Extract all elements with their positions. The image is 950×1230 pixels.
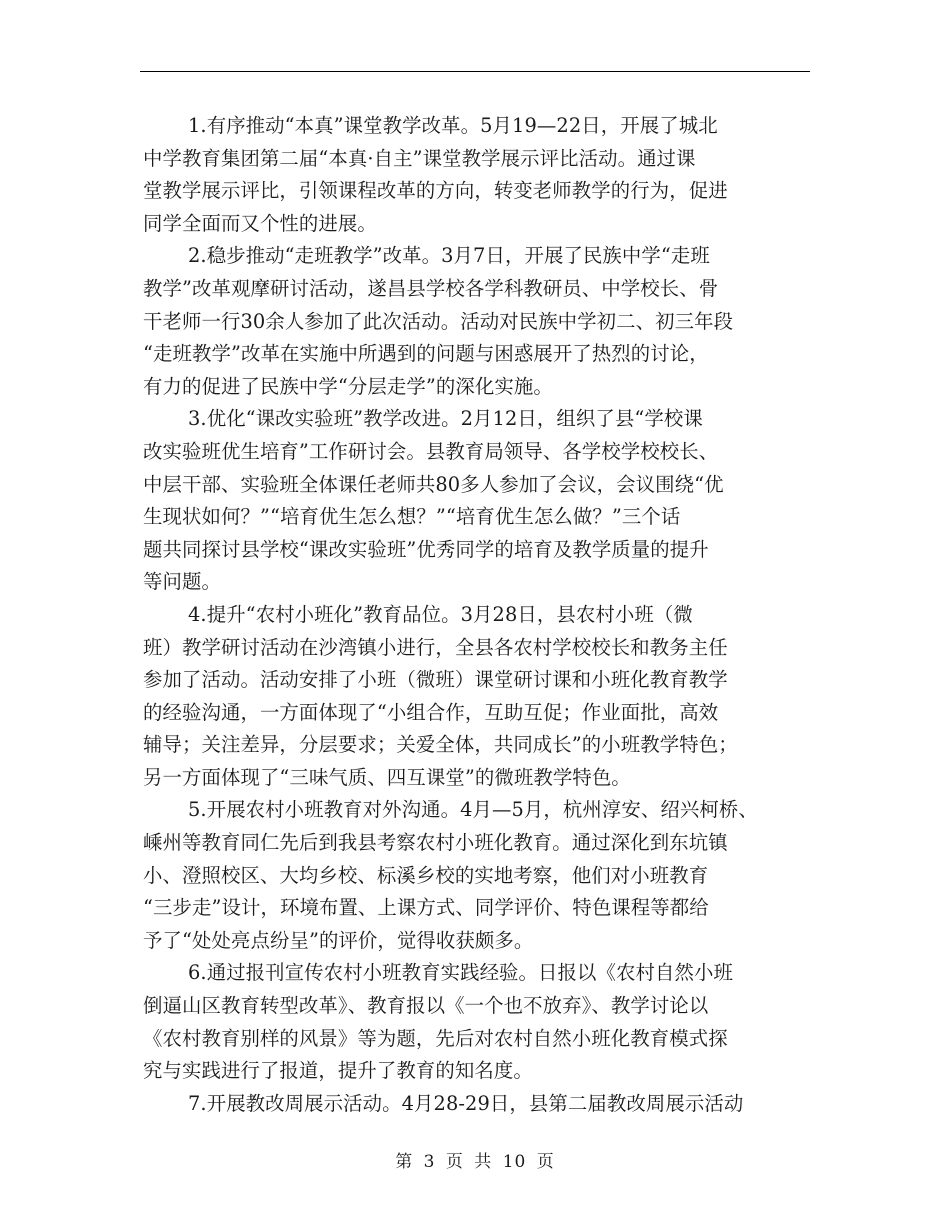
text-line: 嵊州等教育同仁先后到我县考察农村小班化教育。通过深化到东坑镇 <box>143 831 728 855</box>
paragraph <box>143 957 811 1087</box>
text-line: 4.提升“农村小班化”教育品位。3月28日，县农村小班（微 <box>188 602 693 626</box>
text-line: 《农村教育别样的风景》等为题，先后对农村自然小班化教育模式探 <box>143 1026 728 1050</box>
text-line: 参加了活动。活动安排了小班（微班）课堂研讨课和小班化教育教学 <box>143 668 728 692</box>
paragraph <box>143 1088 811 1121</box>
text-line: 等问题。 <box>143 570 221 594</box>
text-line: 题共同探讨县学校“课改实验班”优秀同学的培育及教学质量的提升 <box>143 537 709 561</box>
text-line: 的经验沟通，一方面体现了“小组合作，互助互促；作业面批，高效 <box>143 700 719 724</box>
text-line: 5.开展农村小班教育对外沟通。4月—5月，杭州淳安、绍兴柯桥、 <box>188 798 758 822</box>
text-line: 6.通过报刊宣传农村小班教育实践经验。日报以《农村自然小班 <box>188 961 733 985</box>
text-line: 中学教育集团第二届“本真·自主”课堂教学展示评比活动。通过课 <box>143 146 696 170</box>
paragraph <box>143 403 811 599</box>
text-line: 班）教学研讨活动在沙湾镇小进行，全县各农村学校校长和教务主任 <box>143 635 728 659</box>
text-line: 辅导；关注差异，分层要求；关爱全体，共同成长”的小班教学特色； <box>143 733 738 757</box>
text-line: 改实验班优生培育”工作研讨会。县教育局领导、各学校学校校长、 <box>143 439 719 463</box>
text-line: “三步走”设计，环境布置、上课方式、同学评价、特色课程等都给 <box>143 896 709 920</box>
text-line: 中层干部、实验班全体课任老师共80多人参加了会议，会议围绕“优 <box>143 472 724 496</box>
text-line: 予了“处处亮点纷呈”的评价，觉得收获颇多。 <box>143 928 534 952</box>
paragraph <box>143 110 811 240</box>
text-line: 7.开展教改周展示活动。4月28-29日，县第二届教改周展示活动 <box>188 1091 744 1115</box>
text-line: 1.有序推动“本真”课堂教学改革。5月19—22日，开展了城北 <box>188 114 718 137</box>
header-rule <box>140 71 810 72</box>
paragraph <box>143 794 811 957</box>
text-line: 干老师一行30余人参加了此次活动。活动对民族中学初二、初三年段 <box>143 309 734 333</box>
text-line: “走班教学”改革在实施中所遇到的问题与困惑展开了热烈的讨论， <box>143 342 709 366</box>
text-line: 3.优化“课改实验班”教学改进。2月12日，组织了县“学校课 <box>188 407 703 431</box>
text-line: 同学全面而又个性的进展。 <box>143 211 377 235</box>
text-line: 生现状如何？”“培育优生怎么想？”“培育优生怎么做？”三个话 <box>143 505 681 529</box>
paragraph <box>143 599 811 795</box>
text-line: 另一方面体现了“三味气质、四互课堂”的微班教学特色。 <box>143 765 631 789</box>
text-line: 究与实践进行了报道，提升了教育的知名度。 <box>143 1059 533 1083</box>
text-line: 小、澄照校区、大均乡校、标溪乡校的实地考察，他们对小班教育 <box>143 863 709 887</box>
document-body <box>143 110 811 1120</box>
text-line: 教学”改革观摩研讨活动，遂昌县学校各学科教研员、中学校长、骨 <box>143 276 719 300</box>
text-line: 2.稳步推动“走班教学”改革。3月7日，开展了民族中学“走班 <box>188 244 710 268</box>
text-line: 倒逼山区教育转型改革》、教育报以《一个也不放弃》、教学讨论以 <box>143 994 709 1018</box>
text-line: 堂教学展示评比，引领课程改革的方向，转变老师教学的行为，促进 <box>143 179 728 203</box>
page-footer: 第 3 页 共 10 页 <box>395 1152 555 1172</box>
text-line: 有力的促进了民族中学“分层走学”的深化实施。 <box>143 374 553 398</box>
paragraph <box>143 240 811 403</box>
